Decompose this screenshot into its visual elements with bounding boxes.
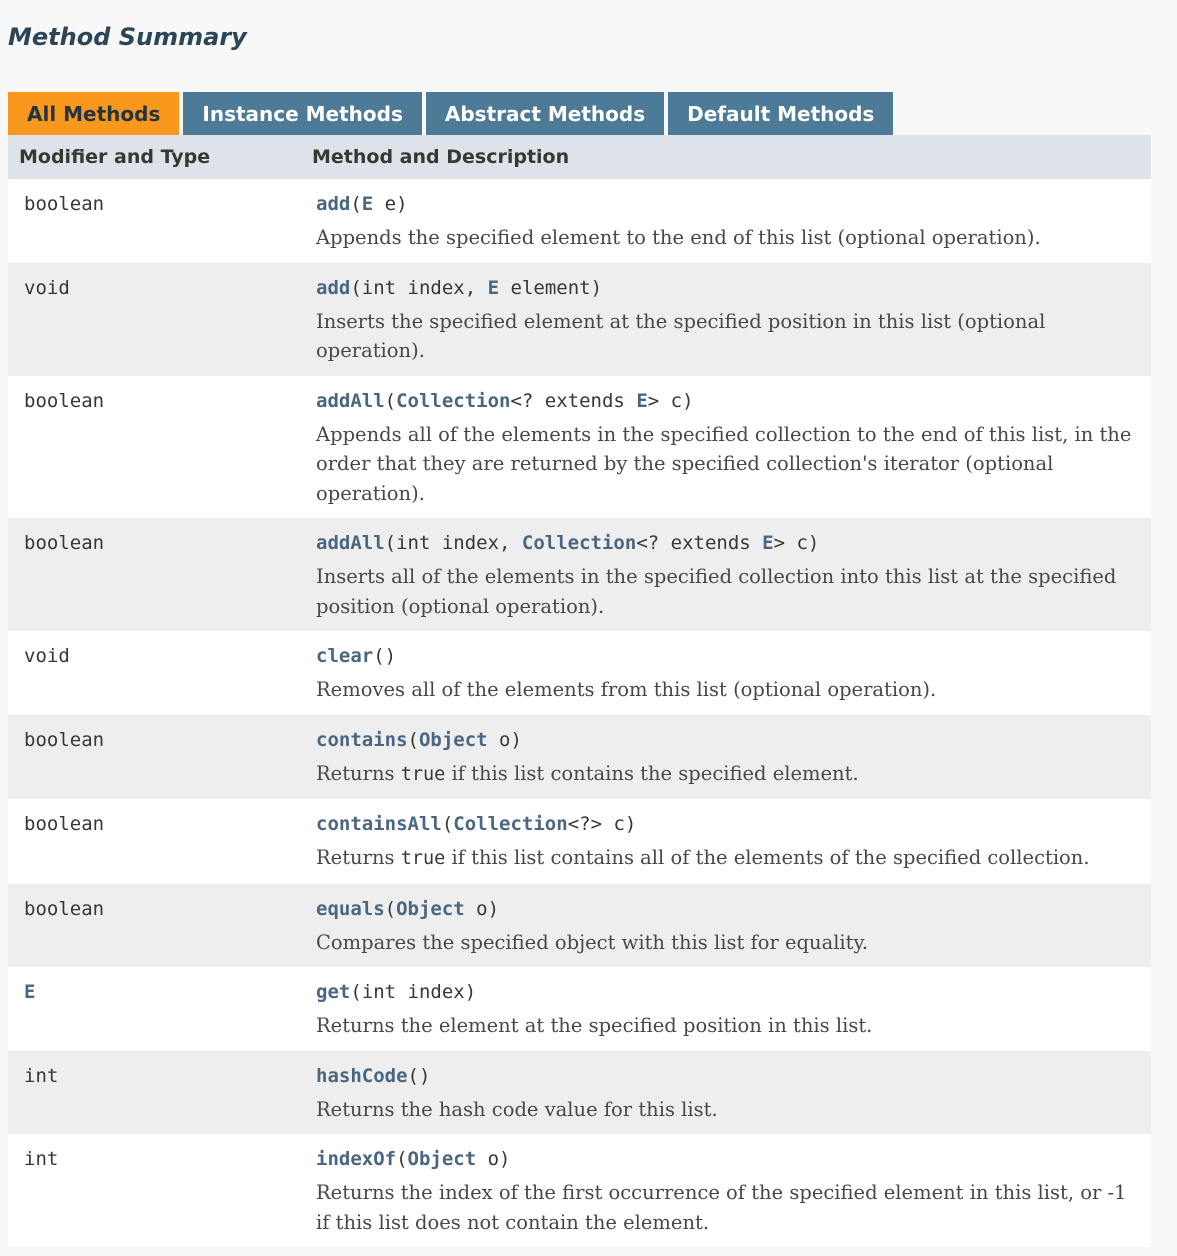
signature-text: o) [476,1148,511,1170]
method-signature [316,275,1137,301]
type-link[interactable]: Collection [396,389,511,412]
type-link[interactable]: Object [396,897,465,920]
table-row [8,967,1151,1051]
method-signature [316,530,1137,556]
method-signature [316,727,1137,753]
method-description [316,759,1137,790]
method-signature [316,388,1137,414]
return-type[interactable]: E [24,981,36,1003]
description-text: Returns the index of the first occurrence of the specified element in this list, or -1 if this list does not contain the element. [316,1181,1127,1234]
return-type: void [24,645,70,667]
method-cell [316,1063,1151,1125]
table-row [8,263,1151,376]
signature-text: ( [441,813,454,835]
return-type: void [24,276,70,299]
description-text: Appends all of the elements in the specified collection to the end of this list, in the order that they are returned by the specified collection's iterator (optional operation). [316,422,1132,505]
table-row [8,376,1151,519]
return-type: int [24,1148,59,1170]
tab-default-methods[interactable]: Default Methods [668,92,893,135]
type-link[interactable]: Collection [521,532,637,554]
signature-text: e) [373,193,408,215]
description-text: Returns [316,761,401,785]
method-description [316,1178,1137,1237]
type-link[interactable]: E [762,532,774,554]
return-type: boolean [24,728,105,751]
return-type: boolean [24,532,105,554]
method-description [316,223,1137,253]
header-modifier-type: Modifier and Type [19,146,211,168]
type-link[interactable]: E [636,389,648,412]
signature-text: > c) [647,389,694,412]
method-cell [316,275,1151,366]
signature-text: <?> c) [567,813,637,835]
method-name-link[interactable]: get [316,981,351,1003]
header-method-description: Method and Description [312,146,570,168]
method-description [316,675,1137,705]
table-row [8,715,1151,800]
signature-text: <? extends [636,532,763,554]
method-name-link[interactable]: contains [316,728,408,751]
method-signature [316,191,1137,217]
method-description [316,307,1137,366]
method-cell [316,530,1151,621]
method-name-link[interactable]: clear [316,645,374,667]
signature-text: element) [499,276,603,299]
method-name-link[interactable]: hashCode [316,1064,408,1087]
type-link[interactable]: Object [418,728,488,751]
method-name-link[interactable]: addAll [316,389,385,412]
method-name-link[interactable]: add [316,276,351,299]
type-link[interactable]: E [361,193,374,215]
method-cell [316,388,1151,509]
type-link[interactable]: Collection [453,813,568,835]
description-text: Inserts all of the elements in the specified collection into this list at the specified position (optional operation). [316,565,1117,618]
return-type: boolean [24,389,105,412]
description-text: Inserts the specified element at the specified position in this list (optional operation). [316,309,1046,362]
signature-text: (int index) [350,981,477,1003]
method-description [316,1011,1137,1041]
table-row [8,799,1151,884]
return-type: boolean [24,193,105,215]
signature-text: ( [384,389,397,412]
method-filter-tabs [8,92,897,135]
description-text: Returns the hash code value for this list. [316,1097,718,1121]
table-body [8,179,1151,1247]
description-text: Returns [316,846,401,869]
return-type: int [24,1064,59,1087]
method-signature [316,811,1137,837]
description-text: Compares the specified object with this list for equality. [316,930,869,954]
signature-text: o) [464,897,500,920]
signature-text: ( [350,193,362,215]
tab-instance-methods[interactable]: Instance Methods [183,92,422,135]
code-literal: true [400,763,446,785]
method-cell [316,191,1151,253]
method-name-link[interactable]: addAll [316,532,385,554]
return-type: boolean [24,813,105,835]
table-row [8,1134,1151,1247]
method-description [316,1095,1137,1125]
description-text: if this list contains all of the elements of the specified collection. [445,846,1090,869]
method-description [316,843,1137,874]
method-signature [316,643,1137,669]
code-literal: true [400,848,446,869]
method-signature [316,1146,1137,1172]
table-row [8,884,1151,968]
tab-abstract-methods[interactable]: Abstract Methods [426,92,664,135]
table-row [8,631,1151,715]
table-header [8,135,1151,179]
signature-text: () [407,1064,431,1087]
method-name-link[interactable]: indexOf [316,1148,397,1170]
signature-text: (int index, [350,276,488,299]
method-cell [316,811,1151,874]
method-name-link[interactable]: containsAll [316,813,442,835]
method-cell [316,1146,1151,1237]
method-signature [316,1063,1137,1089]
method-signature [316,979,1137,1005]
description-text: Returns the element at the specified position in this list. [316,1014,873,1037]
method-signature [316,896,1137,922]
signature-text: <? extends [510,389,637,412]
tab-all-methods[interactable]: All Methods [8,92,179,135]
description-text: Removes all of the elements from this list (optional operation). [316,678,937,701]
section-title: Method Summary [8,23,247,51]
signature-text: ( [396,1148,408,1170]
signature-text: o) [487,728,522,751]
signature-text: (int index, [384,532,522,554]
method-description [316,928,1137,958]
signature-text: () [373,645,397,667]
method-cell [316,643,1151,705]
description-text: if this list contains the specified element. [445,761,859,785]
method-description [316,562,1137,621]
method-name-link[interactable]: add [316,193,351,215]
method-cell [316,896,1151,958]
table-row [8,518,1151,631]
type-link[interactable]: Object [407,1148,477,1170]
method-name-link[interactable]: equals [316,897,385,920]
table-row [8,179,1151,263]
table-row [8,1051,1151,1135]
type-link[interactable]: E [487,276,500,299]
description-text: Appends the specified element to the end of this list (optional operation). [316,226,1041,249]
method-description [316,420,1137,509]
signature-text: ( [384,897,397,920]
method-summary-table [8,135,1151,1247]
return-type: boolean [24,897,105,920]
method-cell [316,979,1151,1041]
method-cell [316,727,1151,790]
signature-text: > c) [773,532,820,554]
signature-text: ( [407,728,419,751]
